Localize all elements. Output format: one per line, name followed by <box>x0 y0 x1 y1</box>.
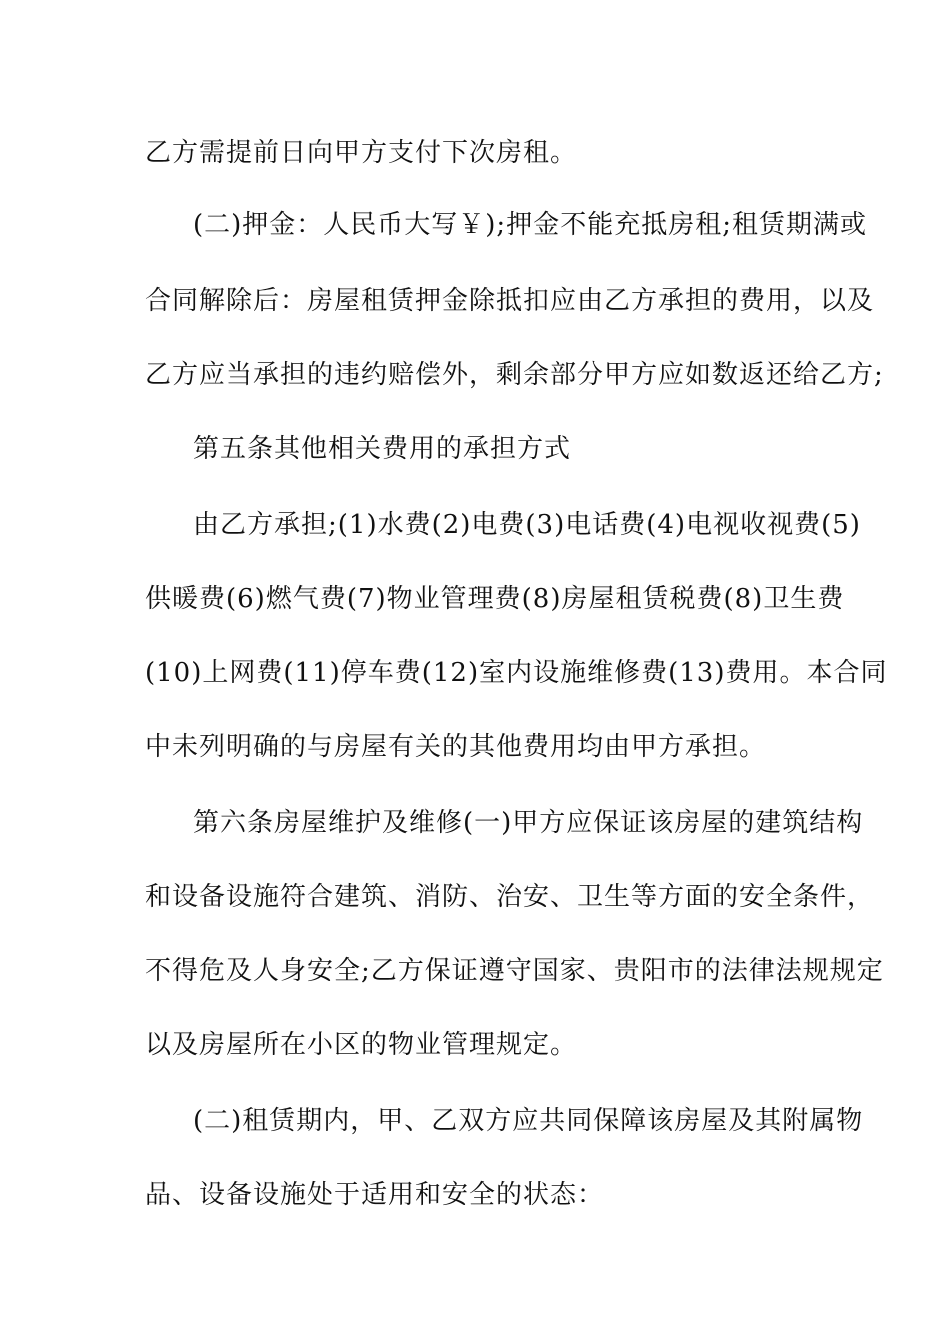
text-line: 中未列明确的与房屋有关的其他费用均由甲方承担。 <box>145 732 767 762</box>
text-line: 品、设备设施处于适用和安全的状态： <box>145 1180 605 1210</box>
text-line: 乙方应当承担的违约赔偿外，剩余部分甲方应如数返还给乙方; <box>145 360 884 390</box>
text-line: 以及房屋所在小区的物业管理规定。 <box>145 1030 578 1060</box>
text-line: 和设备设施符合建筑、消防、治安、卫生等方面的安全条件， <box>145 882 875 912</box>
text-line: 供暖费(6)燃气费(7)物业管理费(8)房屋租赁税费(8)卫生费 <box>145 584 845 614</box>
text-line: 由乙方承担;(1)水费(2)电费(3)电话费(4)电视收视费(5) <box>193 510 861 540</box>
text-line: 乙方需提前日向甲方支付下次房租。 <box>145 138 578 168</box>
text-line: 不得危及人身安全;乙方保证遵守国家、贵阳市的法律法规规定 <box>145 956 884 986</box>
text-line: 合同解除后：房屋租赁押金除抵扣应由乙方承担的费用，以及 <box>145 286 875 316</box>
text-line: (二)押金：人民币大写￥);押金不能充抵房租;租赁期满或 <box>193 210 867 240</box>
text-line: 第六条房屋维护及维修(一)甲方应保证该房屋的建筑结构 <box>193 808 864 838</box>
text-line: (二)租赁期内，甲、乙双方应共同保障该房屋及其附属物 <box>193 1106 864 1136</box>
section-heading: 第五条其他相关费用的承担方式 <box>193 434 572 464</box>
text-line: (10)上网费(11)停车费(12)室内设施维修费(13)费用。本合同 <box>145 658 888 688</box>
